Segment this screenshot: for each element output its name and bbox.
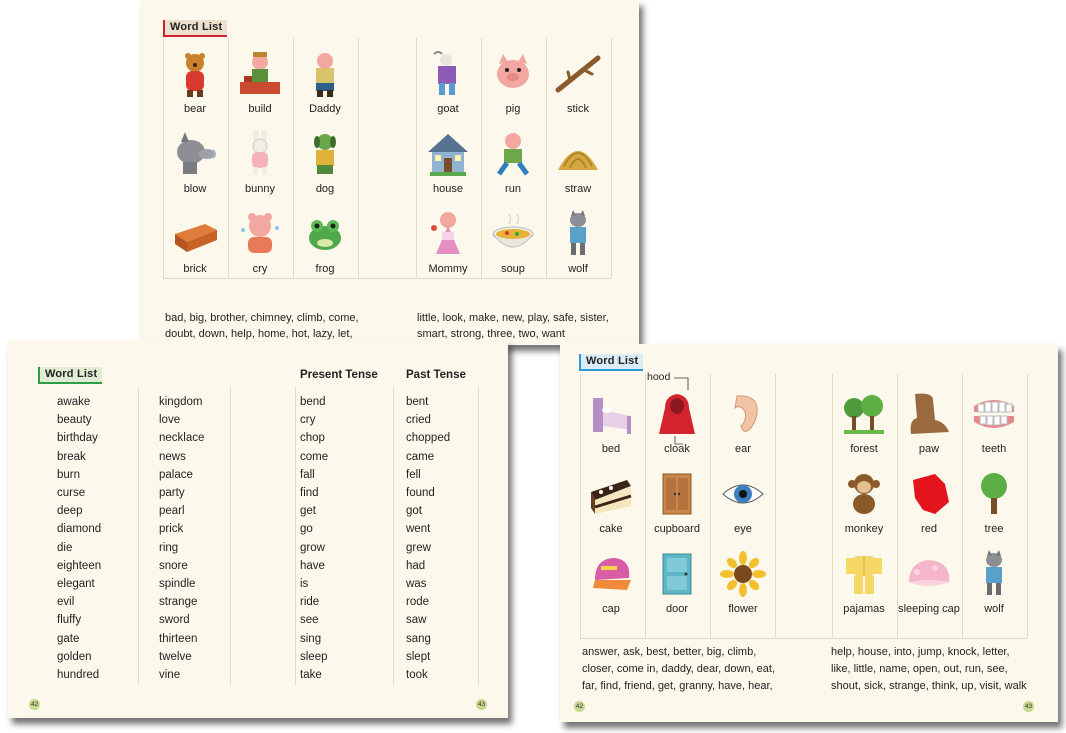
- word-card: [962, 548, 1026, 626]
- word-label: eye: [734, 523, 752, 535]
- word-card: [416, 128, 480, 206]
- word-card: [711, 468, 775, 546]
- pajamas-picture: [840, 550, 888, 598]
- word-label: straw: [564, 183, 592, 195]
- word-label: brick: [183, 263, 207, 275]
- frog-picture: [301, 210, 349, 258]
- word-item: party: [159, 487, 185, 500]
- word-item: chop: [300, 432, 325, 445]
- word-card: [711, 388, 775, 466]
- word-label: frog: [315, 263, 335, 275]
- past-tense-header: Past Tense: [406, 369, 466, 381]
- ear-picture: [719, 390, 767, 438]
- word-card: [962, 468, 1026, 546]
- past-tense-column: [406, 393, 450, 684]
- present-tense-column: [300, 393, 328, 684]
- word-item: burn: [57, 468, 81, 481]
- word-item: sleep: [300, 650, 328, 663]
- word-card: [645, 468, 709, 546]
- word-item: take: [300, 669, 322, 682]
- word-item: come: [300, 450, 329, 463]
- wolf-picture: [970, 550, 1018, 598]
- word-label: dog: [315, 183, 335, 195]
- word-label: wolf: [568, 263, 588, 275]
- word-item: snore: [159, 559, 188, 572]
- daddy-pig-picture: [301, 50, 349, 98]
- word-label: cake: [599, 523, 623, 535]
- word-item: went: [406, 523, 431, 536]
- word-card: [645, 548, 709, 626]
- word-item: is: [300, 578, 309, 591]
- word-card: [832, 548, 896, 626]
- word-list-page-red-riding-hood: [560, 344, 1058, 722]
- word-card: [579, 388, 643, 466]
- word-column-1: [57, 393, 101, 684]
- dog-picture: [301, 130, 349, 178]
- cupboard-picture: [653, 470, 701, 518]
- word-label: cloak: [664, 443, 690, 455]
- word-label: wolf: [984, 603, 1004, 615]
- word-item: spindle: [159, 578, 196, 591]
- word-item: bend: [300, 396, 326, 408]
- red-splash-picture: [905, 470, 953, 518]
- bunny-picture: [236, 130, 284, 178]
- house-picture: [424, 130, 472, 178]
- word-item: sword: [159, 614, 190, 627]
- word-label: flower: [728, 603, 758, 615]
- word-item: sing: [300, 632, 322, 645]
- word-list-tag: Word List: [579, 354, 643, 371]
- word-card: [163, 128, 227, 206]
- word-card: [832, 388, 896, 466]
- mommy-pig-picture: [424, 210, 472, 258]
- word-label: teeth: [981, 443, 1007, 455]
- cake-picture: [587, 470, 635, 518]
- word-label: ear: [735, 443, 751, 455]
- word-card: [711, 548, 775, 626]
- word-item: deep: [57, 505, 83, 518]
- word-item: palace: [159, 468, 193, 481]
- sentence-words-left: [582, 644, 775, 695]
- word-item: golden: [57, 650, 92, 663]
- crying-pig-picture: [236, 210, 284, 258]
- word-item: go: [300, 523, 313, 536]
- word-item: pearl: [159, 505, 185, 518]
- word-item: die: [57, 541, 73, 554]
- word-item: prick: [159, 523, 184, 536]
- word-item: awake: [57, 396, 91, 408]
- word-card: [897, 548, 961, 626]
- word-item: evil: [57, 596, 75, 609]
- forest-picture: [840, 390, 888, 438]
- word-item: ring: [159, 541, 179, 554]
- word-item: vine: [159, 669, 181, 682]
- word-card: [416, 48, 480, 126]
- word-label: Mommy: [428, 263, 468, 275]
- word-label: pig: [505, 103, 521, 115]
- word-label: house: [433, 183, 463, 195]
- wolf-picture: [554, 210, 602, 258]
- word-item: cried: [406, 414, 431, 427]
- word-item: was: [406, 578, 427, 591]
- page-number-right: 43: [1024, 703, 1033, 710]
- word-item: curse: [57, 487, 86, 500]
- word-item: grew: [406, 541, 431, 554]
- word-item: see: [300, 614, 319, 627]
- stick-picture: [554, 50, 602, 98]
- word-line: like, little, name, open, out, run, see,: [831, 663, 1008, 675]
- teeth-picture: [970, 390, 1018, 438]
- word-item: necklace: [159, 432, 205, 445]
- word-card: [481, 48, 545, 126]
- word-label: cap: [602, 603, 620, 615]
- bear-picture: [171, 50, 219, 98]
- word-card: [645, 388, 709, 466]
- word-item: had: [406, 559, 426, 572]
- door-picture: [653, 550, 701, 598]
- word-item: rode: [406, 596, 430, 609]
- word-label: tree: [984, 523, 1004, 535]
- cap-picture: [587, 550, 635, 598]
- word-label: pajamas: [843, 603, 885, 615]
- word-item: slept: [406, 650, 431, 663]
- word-label: paw: [918, 443, 940, 455]
- cloak-picture: [653, 390, 701, 438]
- word-card: [481, 208, 545, 286]
- word-card: [163, 208, 227, 286]
- word-list-page-sleeping-beauty: [8, 341, 508, 718]
- word-item: gate: [57, 632, 80, 645]
- word-item: break: [57, 450, 86, 463]
- word-card: [228, 128, 292, 206]
- word-label: soup: [501, 263, 525, 275]
- word-item: came: [406, 450, 435, 463]
- pig-building-picture: [236, 50, 284, 98]
- word-line: little, look, make, new, play, safe, sister,: [417, 312, 609, 324]
- word-card: [546, 208, 610, 286]
- brick-picture: [171, 210, 219, 258]
- word-item: found: [406, 487, 435, 500]
- soup-picture: [489, 210, 537, 258]
- word-card: [163, 48, 227, 126]
- word-item: find: [300, 487, 319, 500]
- word-item: news: [159, 450, 186, 463]
- word-label: red: [921, 523, 937, 535]
- running-pig-picture: [489, 130, 537, 178]
- word-item: ride: [300, 596, 320, 609]
- word-line: far, find, friend, get, granny, have, hear,: [582, 680, 773, 692]
- word-item: elegant: [57, 578, 95, 591]
- word-label: cupboard: [654, 523, 700, 535]
- word-list-tag: Word List: [38, 367, 102, 384]
- word-item: get: [300, 505, 316, 518]
- sentence-words-right: [417, 310, 609, 342]
- word-item: strange: [159, 596, 198, 609]
- wolf-blowing-picture: [171, 130, 219, 178]
- word-card: [546, 48, 610, 126]
- word-item: chopped: [406, 432, 451, 445]
- hood-label: hood: [647, 371, 671, 383]
- word-label: blow: [183, 183, 207, 195]
- word-card: [228, 208, 292, 286]
- word-item: love: [159, 414, 181, 427]
- bed-picture: [587, 390, 635, 438]
- word-item: birthday: [57, 432, 98, 445]
- word-item: have: [300, 559, 325, 572]
- word-label: forest: [850, 443, 878, 455]
- word-column-2: [159, 393, 204, 684]
- word-item: fell: [406, 468, 421, 481]
- word-item: twelve: [159, 650, 192, 663]
- word-card: [897, 388, 961, 466]
- word-line: closer, come in, daddy, dear, down, eat,: [582, 663, 776, 675]
- word-card: [293, 208, 357, 286]
- word-list-page-animals: [141, 0, 639, 345]
- paw-picture: [905, 390, 953, 438]
- word-line: smart, strong, three, two, want: [417, 328, 565, 340]
- eye-picture: [719, 470, 767, 518]
- word-item: hundred: [57, 669, 100, 682]
- word-label: run: [505, 183, 521, 195]
- word-item: sang: [406, 632, 431, 645]
- word-card: [962, 388, 1026, 466]
- word-item: beauty: [57, 414, 92, 427]
- word-line: doubt, down, help, home, hot, lazy, let,: [165, 328, 353, 340]
- word-label: bear: [183, 103, 207, 115]
- sleeping-cap-picture: [905, 550, 953, 598]
- word-line: answer, ask, best, better, big, climb,: [582, 646, 757, 658]
- word-line: shout, sick, strange, think, up, visit, walk: [831, 680, 1027, 692]
- word-card: [481, 128, 545, 206]
- word-label: sleeping cap: [898, 603, 960, 615]
- word-item: fall: [300, 468, 315, 481]
- pig-picture: [489, 50, 537, 98]
- word-card: [832, 468, 896, 546]
- word-card: [228, 48, 292, 126]
- word-label: door: [665, 603, 689, 615]
- word-item: grow: [300, 541, 325, 554]
- word-item: diamond: [57, 523, 102, 536]
- word-item: eighteen: [57, 559, 102, 572]
- sentence-words-right: [831, 644, 1027, 695]
- word-card: [293, 128, 357, 206]
- word-list-tag: Word List: [163, 20, 227, 37]
- word-item: kingdom: [159, 396, 203, 408]
- word-line: bad, big, brother, chimney, climb, come,: [165, 312, 359, 324]
- goat-picture: [424, 50, 472, 98]
- word-label: bunny: [245, 183, 275, 195]
- flower-picture: [719, 550, 767, 598]
- word-label: stick: [567, 103, 589, 115]
- page-number-left: 42: [30, 701, 39, 708]
- word-label: cry: [252, 263, 268, 275]
- word-item: fluffy: [57, 614, 82, 627]
- word-label: build: [248, 103, 272, 115]
- sentence-words-left: [165, 310, 359, 342]
- word-card: [579, 468, 643, 546]
- word-card: [416, 208, 480, 286]
- word-line: help, house, into, jump, knock, letter,: [831, 646, 1010, 658]
- word-item: saw: [406, 614, 427, 627]
- word-label: monkey: [844, 523, 884, 535]
- present-tense-header: Present Tense: [300, 369, 378, 381]
- word-item: took: [406, 669, 428, 682]
- word-label: bed: [601, 443, 621, 455]
- word-card: [546, 128, 610, 206]
- word-item: bent: [406, 396, 429, 408]
- monkey-picture: [840, 470, 888, 518]
- word-card: [293, 48, 357, 126]
- word-card: [897, 468, 961, 546]
- tree-picture: [970, 470, 1018, 518]
- word-item: got: [406, 505, 422, 518]
- word-card: [579, 548, 643, 626]
- word-label: goat: [437, 103, 459, 115]
- page-number-left: 42: [575, 703, 584, 710]
- word-item: thirteen: [159, 632, 198, 645]
- page-number-right: 43: [477, 701, 486, 708]
- word-label: Daddy: [309, 103, 341, 115]
- word-item: cry: [300, 414, 316, 427]
- straw-picture: [554, 130, 602, 178]
